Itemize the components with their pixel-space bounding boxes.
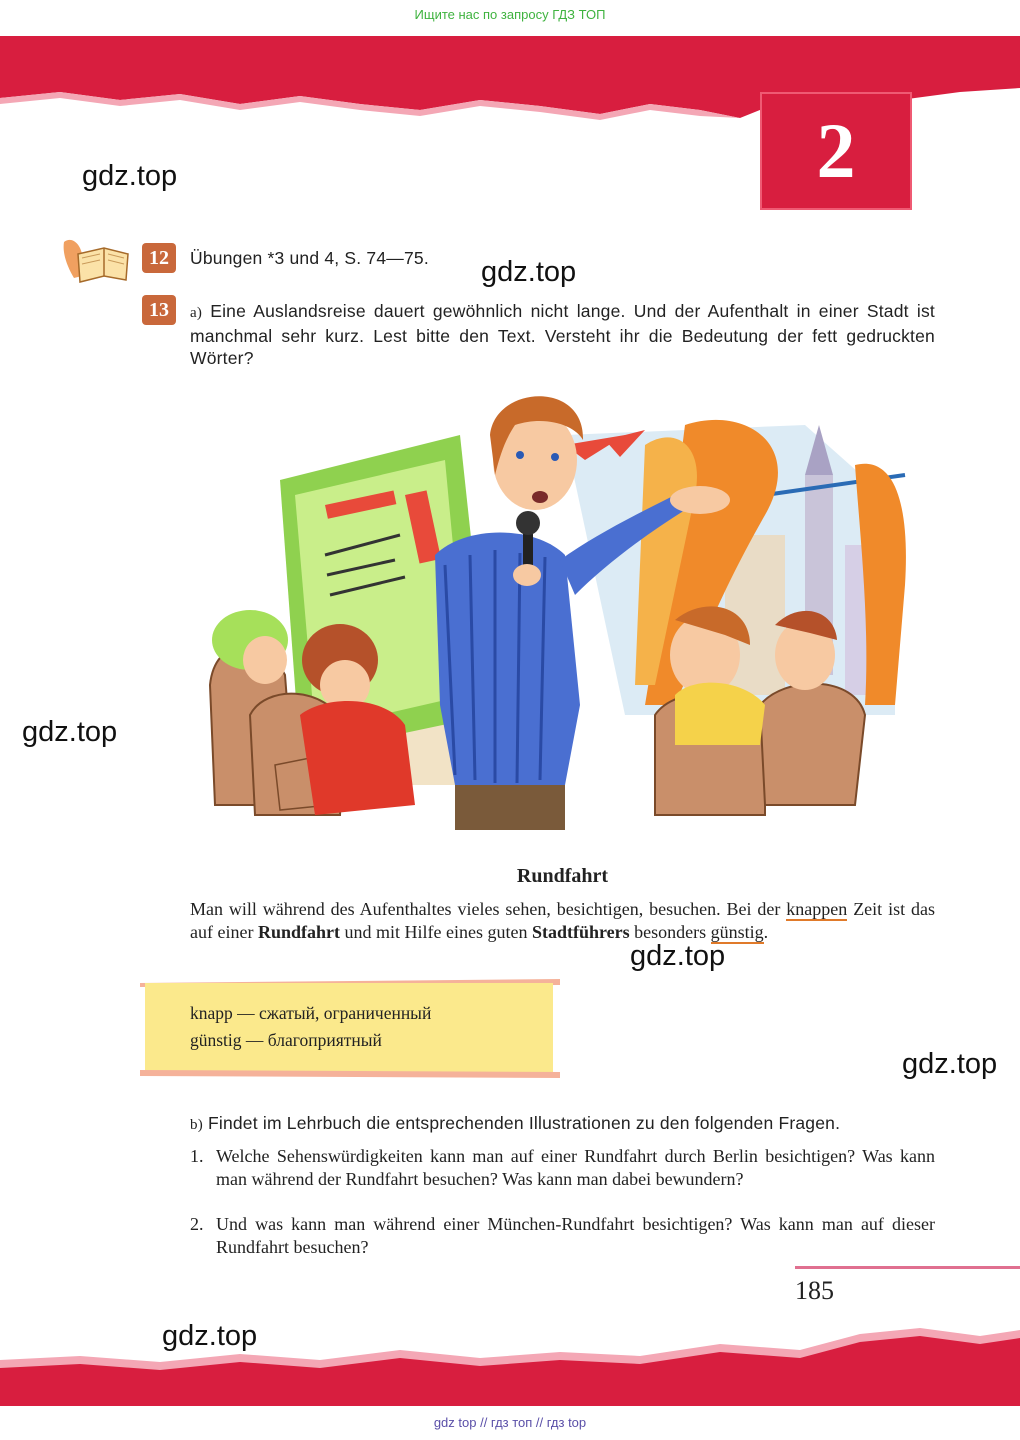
exercise-13-a-text (190, 300, 935, 370)
watermark: gdz.top (481, 256, 577, 288)
reading-paragraph: Man will während des Aufenthaltes vieles sehen, besichtigen, besuchen. Bei der knappen Zeit ist das auf einer Rundfahrt und mit Hilfe eines guten Stadtführers besonders günstig. (190, 899, 935, 942)
gloss-item-knapp: knapp — сжатый, ограниченный (190, 1003, 432, 1023)
watermark: gdz.top (82, 160, 178, 192)
book-hand-icon (60, 234, 132, 290)
word-knappen: knappen (786, 899, 848, 919)
watermark: gdz.top (902, 1048, 998, 1080)
exercise-12-badge: 12 (142, 243, 176, 273)
watermark: gdz.top (630, 940, 726, 972)
page-number: 185 (795, 1276, 834, 1305)
exercise-13-badge: 13 (142, 295, 176, 325)
part-a-label: a) (190, 305, 203, 321)
page-number-rule (795, 1266, 1020, 1269)
gloss-bottom-edge (140, 1068, 560, 1080)
bottom-link[interactable]: gdz top // гдз топ // гдз top (433, 1415, 587, 1430)
watermark: gdz.top (162, 1320, 258, 1352)
bottom-banner (0, 1320, 1020, 1410)
gloss-item-guenstig: günstig — благоприятный (190, 1030, 382, 1050)
glossary-box (145, 983, 553, 1073)
watermark: gdz.top (22, 716, 118, 748)
part-b-instruction: b) Findet im Lehrbuch die entsprechenden Illustrationen zu den folgenden Fragen. (190, 1113, 841, 1133)
word-stadtfuehrers: Stadtführers (531, 921, 630, 942)
word-guenstig: günstig (710, 921, 764, 942)
top-search-link[interactable]: Ищите нас по запросу ГДЗ ТОП (414, 7, 606, 22)
word-rundfahrt: Rundfahrt (257, 921, 340, 942)
question-2: 2. Und was kann man während einer München-Rundfahrt besichtigen? Was kann man auf dieser Rundfahrt besuchen? (190, 1214, 935, 1257)
exercise-12-text: Übungen *3 und 4, S. 74—75. (190, 248, 429, 268)
tour-guide-illustration (205, 385, 920, 830)
part-b-label: b) (190, 1117, 203, 1133)
part-a-body: Eine Auslandsreise dauert gewöhnlich nicht lange. Und der Aufenthalt in einer Stadt ist manchmal sehr kurz. Lest bitte den Text. Versteht ihr die Bedeutung der fett gedruckten Wörter? (190, 301, 935, 368)
reading-title: Rundfahrt (516, 865, 609, 887)
chapter-number: 2 (760, 92, 912, 210)
question-1: 1. Welche Sehenswürdigkeiten kann man auf einer Rundfahrt durch Berlin besichtigen? Was kann man während der Rundfahrt besuchen? Was kann man dabei bewundern? (190, 1146, 935, 1189)
